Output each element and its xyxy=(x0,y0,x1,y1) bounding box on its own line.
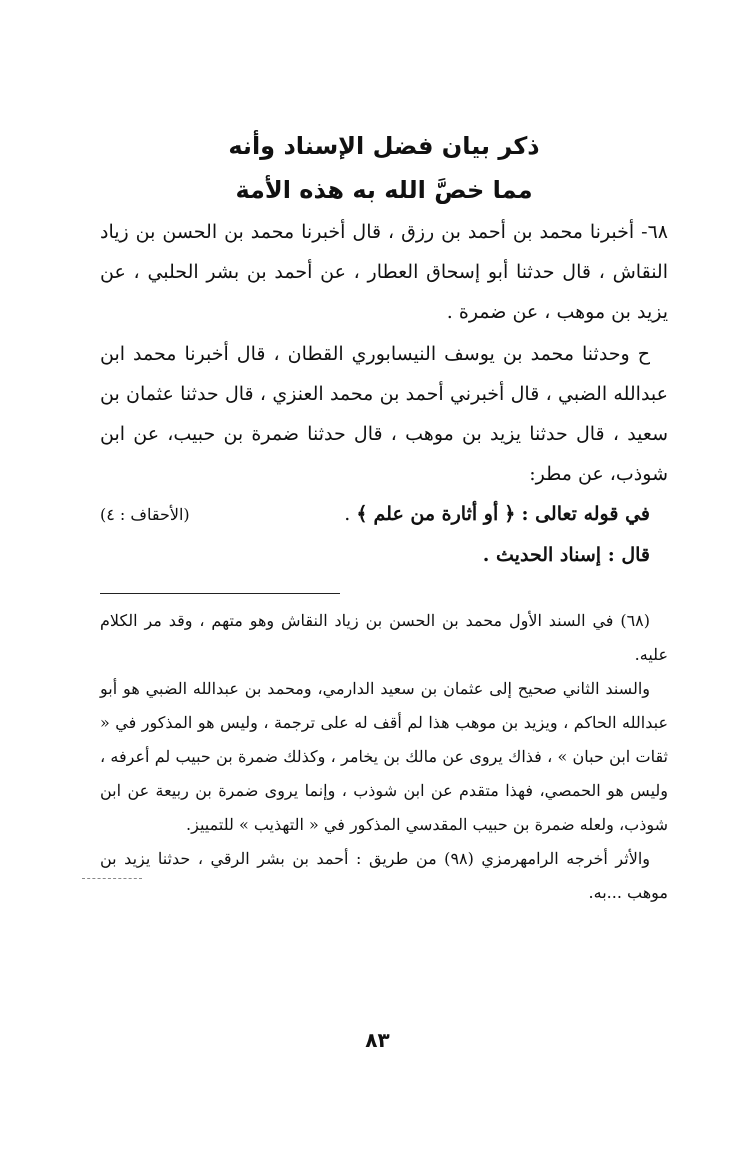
verse-reference: (الأحقاف : ٤) xyxy=(100,505,190,524)
hadith-paragraph-1: ٦٨- أخبرنا محمد بن أحمد بن رزق ، قال أخبرنا محمد بن الحسن بن زياد النقاش ، قال حدثنا أبو إسحاق العطار ، عن أحمد بن بشر الحلبي ، عن يزيد بن موهب ، عن ضمرة . xyxy=(100,221,668,323)
verse-quote xyxy=(344,494,650,534)
page-content xyxy=(100,124,668,910)
hadith-paragraph-3: قال : إسناد الحديث . xyxy=(482,544,650,566)
footnote-2: والسند الثاني صحيح إلى عثمان بن سعيد الدارمي، ومحمد بن عبدالله الضبي هو أبو عبدالله الحاكم ، ويزيد بن موهب هذا لم أقف له على ترجمة ، وليس هو المذكور في « ثقات ابن حبان » ، فذاك يروى عن مالك بن يخامر ، وكذلك ضمرة بن حبيب لم أعرفه ، وليس هو الحمصي، فهذا متقدم عن ابن شوذب ، وإنما يروى ضمرة بن ربيعة عن ابن شوذب، ولعله ضمرة بن حبيب المقدسي المذكور في « التهذيب » للتمييز. xyxy=(100,679,668,834)
footnote-1: (٦٨) في السند الأول محمد بن الحسن بن زياد النقاش وهو متهم ، وقد مر الكلام عليه. xyxy=(100,611,668,664)
quran-verse-line xyxy=(100,494,668,535)
verse-intro: في قوله تعالى : xyxy=(521,503,650,525)
footnote-separator xyxy=(100,593,340,594)
footnote-3: والأثر أخرجه الرامهرمزي (٩٨) من طريق : أحمد بن بشر الرقي ، حدثنا يزيد بن موهب ...به. xyxy=(100,849,668,902)
chapter-heading-line-2: مما خصَّ الله به هذه الأمة xyxy=(235,176,533,204)
chapter-heading-line-1: ذكر بيان فضل الإسناد وأنه xyxy=(228,132,540,160)
verse-close-bracket: ﴾ xyxy=(356,503,368,525)
verse-open-bracket: ﴿ xyxy=(504,503,516,525)
page-number: ٨٣ xyxy=(365,1028,390,1052)
verse-dot: . xyxy=(344,503,351,525)
verse-text: أو أثارة من علم xyxy=(373,503,499,525)
hadith-paragraph-2: ح وحدثنا محمد بن يوسف النيسابوري القطان ، قال أخبرنا محمد ابن عبدالله الضبي ، قال أخبرني أحمد بن محمد العنزي ، قال حدثنا عثمان بن سعيد ، قال حدثنا يزيد بن موهب ، قال حدثنا ضمرة بن حبيب، عن ابن شوذب، عن مطر: xyxy=(100,343,668,485)
scan-mark-decoration xyxy=(82,878,142,881)
